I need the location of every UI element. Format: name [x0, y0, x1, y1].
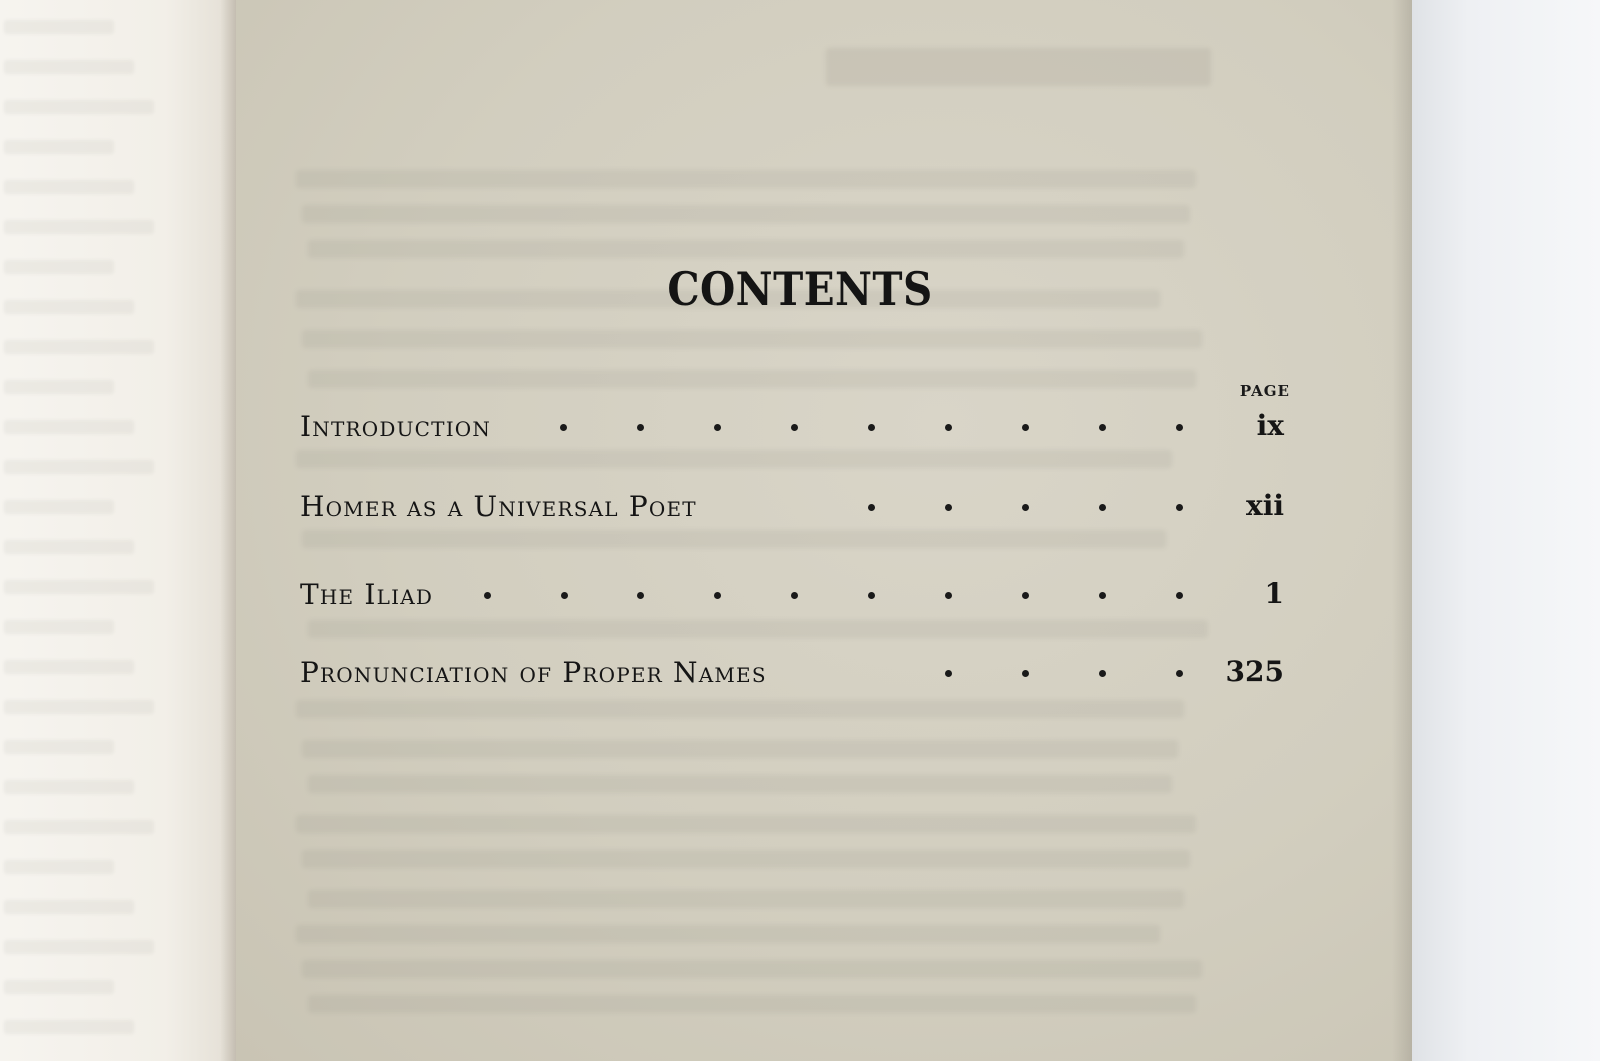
- facing-page-ghost-line: [4, 860, 114, 874]
- backdrop: [1412, 0, 1600, 1061]
- facing-page-ghost-line: [4, 220, 154, 234]
- leader-dot: [1176, 670, 1183, 677]
- bleed-through-line: [302, 330, 1202, 348]
- leader-dot: [791, 592, 798, 599]
- leader-dot: [945, 592, 952, 599]
- toc-entry-introduction[interactable]: [300, 410, 1290, 450]
- leader-dot: [1176, 424, 1183, 431]
- facing-page-ghost-line: [4, 140, 114, 154]
- facing-page-ghost-line: [4, 260, 114, 274]
- facing-page-ghost-line: [4, 780, 134, 794]
- facing-page-ghost-line: [4, 500, 114, 514]
- toc-entry-title: Homer as a Universal Poet: [300, 490, 697, 523]
- leader-dot: [1099, 504, 1106, 511]
- facing-page-ghost-line: [4, 420, 134, 434]
- leader-dot: [637, 592, 644, 599]
- facing-page-ghost-line: [4, 940, 154, 954]
- leader-dot: [714, 592, 721, 599]
- bleed-through-line: [302, 740, 1178, 758]
- facing-page: [0, 0, 236, 1061]
- bleed-through-line: [296, 925, 1160, 943]
- bleed-through-line: [296, 450, 1172, 468]
- facing-page-ghost-line: [4, 700, 154, 714]
- leader-dot: [868, 424, 875, 431]
- leader-dot: [1176, 592, 1183, 599]
- bleed-through-line: [302, 850, 1190, 868]
- facing-page-ghost-line: [4, 820, 154, 834]
- leader-dot: [945, 504, 952, 511]
- leader-dot: [868, 592, 875, 599]
- facing-page-ghost-line: [4, 660, 134, 674]
- facing-page-ghost-line: [4, 300, 134, 314]
- facing-page-ghost-line: [4, 100, 154, 114]
- contents-page: [236, 0, 1412, 1061]
- leader-dot: [714, 424, 721, 431]
- toc-entry-page: ix: [1256, 409, 1284, 442]
- leader-dot: [484, 592, 491, 599]
- bleed-through-line: [308, 890, 1184, 908]
- facing-page-ghost-line: [4, 900, 134, 914]
- facing-page-ghost-line: [4, 540, 134, 554]
- toc-entry-page: 325: [1225, 655, 1284, 688]
- toc-entry-homer[interactable]: [300, 490, 1290, 530]
- bleed-through-line: [308, 995, 1196, 1013]
- leader-dot: [1099, 592, 1106, 599]
- toc-entry-page: xii: [1246, 489, 1284, 522]
- facing-page-ghost-line: [4, 380, 114, 394]
- facing-page-ghost-line: [4, 1020, 134, 1034]
- bleed-through-line: [308, 775, 1172, 793]
- leader-dot: [945, 424, 952, 431]
- contents-title: CONTENTS: [667, 262, 933, 316]
- facing-page-ghost-line: [4, 620, 114, 634]
- toc-entry-title: Pronunciation of Proper Names: [300, 656, 767, 689]
- bleed-through-line: [296, 170, 1196, 188]
- facing-page-ghost-line: [4, 460, 154, 474]
- toc-entry-iliad[interactable]: [300, 578, 1290, 618]
- facing-page-ghost-line: [4, 980, 114, 994]
- leader-dot: [1022, 504, 1029, 511]
- toc-entry-title: Introduction: [300, 410, 492, 443]
- bleed-through-line: [296, 700, 1184, 718]
- bleed-through-line: [302, 960, 1202, 978]
- toc-entry-title: The Iliad: [300, 578, 434, 611]
- bleed-through-line: [308, 620, 1208, 638]
- leader-dot: [1176, 504, 1183, 511]
- facing-page-ghost-line: [4, 60, 134, 74]
- bleed-through-heading: [826, 48, 1211, 86]
- leader-dot: [1022, 670, 1029, 677]
- bleed-through-line: [308, 240, 1184, 258]
- leader-dot: [945, 670, 952, 677]
- leader-dot: [791, 424, 798, 431]
- leader-dot: [868, 504, 875, 511]
- leader-dot: [1022, 424, 1029, 431]
- toc-entry-page: 1: [1264, 577, 1284, 610]
- leader-dot: [1022, 592, 1029, 599]
- facing-page-ghost-line: [4, 340, 154, 354]
- leader-dot: [1099, 424, 1106, 431]
- facing-page-ghost-line: [4, 20, 114, 34]
- leader-dot: [637, 424, 644, 431]
- bleed-through-line: [296, 815, 1196, 833]
- leader-dot: [561, 592, 568, 599]
- page-column-label: PAGE: [1239, 382, 1290, 400]
- facing-page-ghost-line: [4, 740, 114, 754]
- facing-page-ghost-line: [4, 180, 134, 194]
- bleed-through-line: [302, 530, 1166, 548]
- leader-dot: [560, 424, 567, 431]
- bleed-through-line: [302, 205, 1190, 223]
- leader-dot: [1099, 670, 1106, 677]
- facing-page-ghost-line: [4, 580, 154, 594]
- toc-entry-pronunciation[interactable]: [300, 656, 1290, 696]
- bleed-through-line: [308, 370, 1196, 388]
